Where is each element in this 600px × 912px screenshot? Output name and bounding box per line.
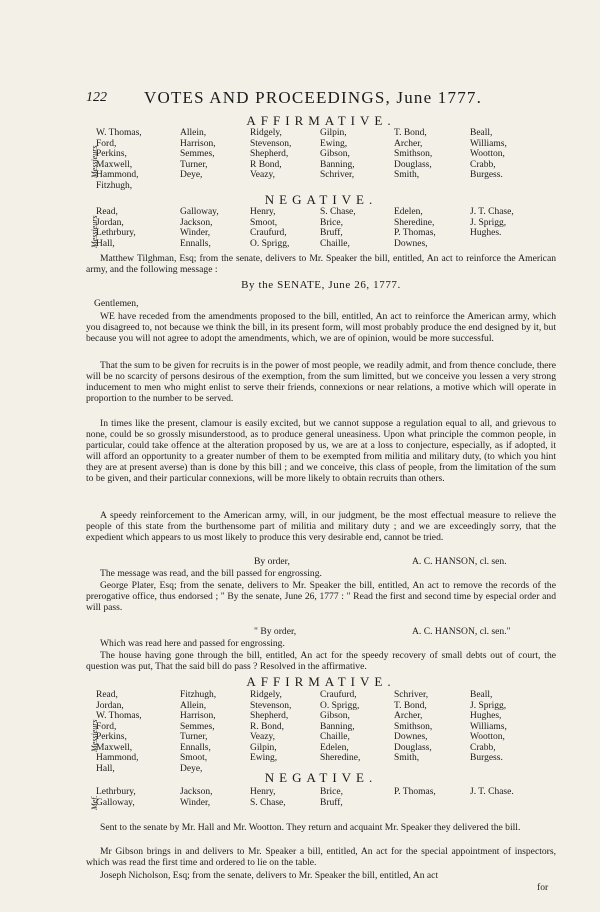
name-column [394, 128, 432, 181]
negative-names-2 [96, 787, 556, 811]
member-name: Winder, [180, 228, 211, 238]
member-name: P. Thomas, [394, 787, 436, 797]
member-name: Jordan, [96, 217, 124, 228]
name-column [180, 690, 216, 774]
member-name: S. Chase, [250, 797, 286, 808]
name-column [96, 207, 136, 249]
member-name: Winder, [180, 797, 211, 808]
name-column [96, 787, 136, 808]
negative-heading-2: NEGATIVE. [264, 770, 378, 785]
paragraph: A speedy reinforcement to the American army, will, in our judgment, be the most effectual measure to relieve the people of this state from the burthensome part of militia and military duty ; and we are exceedingly sorry, that the expedient which appears to us most likely to produce this very desirable end, cannot be tried. [86, 510, 556, 544]
member-name: Perkins, [96, 149, 127, 159]
member-name: Hughes. [470, 228, 502, 238]
member-name: O. Sprigg, [320, 700, 360, 711]
signature: A. C. HANSON, cl. sen." [412, 626, 511, 637]
member-name: Brice, [320, 217, 343, 228]
salutation: Gentlemen, [94, 298, 139, 309]
paragraph: George Plater, Esq; from the senate, delivers to Mr. Speaker the bill, entitled, An act to remove the records of the prerogative office, thus endorsed ; " By the senate, June 26, 1777 : " Read the first and second time by especial order and will pass. [86, 580, 556, 614]
member-name: Veazy, [250, 732, 275, 742]
member-name: Maxwell, [96, 742, 133, 753]
member-name: Stevenson, [250, 700, 292, 711]
member-name: Fitzhugh, [180, 690, 217, 700]
member-name: Gilpin, [250, 742, 277, 753]
member-name: Burgess. [470, 753, 503, 763]
name-column [470, 787, 514, 798]
member-name: Allein, [180, 128, 207, 138]
member-name: Galloway, [96, 797, 135, 808]
member-name: Archer, [394, 711, 423, 721]
member-name: Ridgely, [250, 128, 282, 138]
member-name: P. Thomas, [394, 228, 436, 238]
member-name: Galloway, [180, 207, 219, 217]
member-name: Ewing, [250, 753, 278, 763]
member-name: Douglass, [394, 742, 432, 753]
member-name: Lethrbury, [96, 228, 136, 238]
name-column [96, 690, 142, 774]
name-column [180, 207, 219, 249]
by-order: " By order, [254, 626, 297, 637]
catchword: for [537, 882, 549, 893]
member-name: Shepherd, [250, 149, 289, 159]
member-name: W. Thomas, [96, 128, 142, 138]
member-name: Fitzhugh, [96, 180, 133, 191]
name-column [470, 207, 514, 239]
member-name: Crabb, [470, 742, 496, 753]
page-number: 122 [86, 90, 107, 105]
member-name: Williams, [470, 138, 507, 149]
member-name: Downes, [394, 732, 428, 742]
member-name: Williams, [470, 721, 507, 732]
member-name: Gibson, [320, 149, 350, 159]
member-name: Douglass, [394, 159, 432, 170]
member-name: Lethrbury, [96, 787, 136, 797]
member-name: Ridgely, [250, 690, 282, 700]
member-name: Gibson, [320, 711, 350, 721]
member-name: Jackson, [180, 217, 213, 228]
member-name: Craufurd, [320, 690, 357, 700]
paragraph: The message was read, and the bill passed for engrossing. [100, 568, 322, 579]
member-name: Deye, [180, 763, 203, 774]
member-name: Smoot, [180, 753, 208, 763]
member-name: Brice, [320, 787, 343, 797]
member-name: Henry, [250, 787, 276, 797]
member-name: J. Sprigg, [470, 217, 507, 228]
member-name: J. Sprigg, [470, 700, 507, 711]
member-name: Smoot, [250, 217, 278, 228]
member-name: R. Bond, [250, 721, 285, 732]
messieurs-label: Messieurs [90, 719, 99, 752]
member-name: Chaille, [320, 238, 350, 249]
member-name: Ford, [96, 721, 117, 732]
messieurs-label: Messieurs [90, 215, 99, 248]
negative-heading-1: NEGATIVE. [264, 192, 378, 207]
member-name: Chaille, [320, 732, 350, 742]
member-name: Beall, [470, 128, 493, 138]
member-name: Smithson, [394, 149, 433, 159]
paragraph: That the sum to be given for recruits is in the power of most people, we readily admit, and from thence conclude, there will be no scarcity of persons desirous of the exemption, from the sum limitted, but we conceive you lessen a very strong inducement to men who might enlist to serve their friends, connexions or near relations, a motive which will operate in proportion to the number to be served. [86, 360, 556, 405]
member-name: Turner, [180, 159, 208, 170]
member-name: Downes, [394, 238, 428, 249]
running-header [86, 88, 536, 110]
paragraph: WE have receded from the amendments proposed to the bill, entitled, An act to reinforce the American army, which you disagreed to, not because we think the bill, in its present form, will most probably produce the end designed by it, but because you will not agree to adopt the amendments, which, we are of opinion, would be more successful. [86, 311, 556, 345]
member-name: Hammond, [96, 753, 139, 763]
name-column [250, 128, 291, 181]
member-name: Ennalls, [180, 238, 211, 249]
affirmative-names-2 [96, 690, 556, 778]
paragraph: Mr Gibson brings in and delivers to Mr. Speaker a bill, entitled, An act for the special appointment of inspectors, which was read the first time and ordered to lie on the table. [86, 846, 556, 869]
member-name: W. Thomas, [96, 711, 142, 721]
member-name: Edelen, [320, 742, 349, 753]
member-name: Ennalls, [180, 742, 211, 753]
member-name: Hughes, [470, 711, 502, 721]
member-name: Semmes, [180, 721, 215, 732]
member-name: Bruff, [320, 228, 343, 238]
affirmative-heading-1: AFFIRMATIVE. [246, 113, 396, 128]
member-name: Henry, [250, 207, 276, 217]
paragraph: Which was read here and passed for engrossing. [100, 638, 285, 649]
member-name: Read, [96, 690, 118, 700]
name-column [320, 128, 355, 181]
member-name: Beall, [470, 690, 493, 700]
member-name: Hall, [96, 238, 115, 249]
member-name: Harrison, [180, 138, 216, 149]
member-name: J. T. Chase. [470, 787, 514, 797]
member-name: Jordan, [96, 700, 124, 711]
senate-heading: By the SENATE, June 26, 1777. [241, 279, 401, 291]
member-name: Wootton, [470, 732, 505, 742]
name-column [180, 128, 216, 181]
member-name: Smith, [394, 170, 420, 180]
by-order: By order, [254, 556, 290, 567]
member-name: Shepherd, [250, 711, 289, 721]
member-name: Sheredine, [320, 753, 361, 763]
name-column [320, 207, 356, 249]
affirmative-heading-2: AFFIRMATIVE. [246, 674, 396, 689]
messieurs-label: Mef. [90, 795, 99, 810]
name-column [320, 690, 360, 764]
member-name: Ford, [96, 138, 117, 149]
member-name: Allein, [180, 700, 207, 711]
page-title: VOTES AND PROCEEDINGS, June 1777. [144, 88, 483, 107]
member-name: Read, [96, 207, 118, 217]
member-name: Deye, [180, 170, 203, 180]
member-name: Craufurd, [250, 228, 287, 238]
member-name: T. Bond, [394, 700, 427, 711]
member-name: Harrison, [180, 711, 216, 721]
name-column [96, 128, 142, 191]
member-name: Stevenson, [250, 138, 292, 149]
member-name: Bruff, [320, 797, 343, 808]
name-column [470, 690, 507, 764]
paragraph: Matthew Tilghman, Esq; from the senate, delivers to Mr. Speaker the bill, entitled, An act to reinforce the American army, and the following message : [86, 253, 556, 276]
member-name: Burgess. [470, 170, 503, 180]
member-name: Gilpin, [320, 128, 347, 138]
name-column [250, 207, 289, 249]
messieurs-label: Messieurs [90, 145, 99, 178]
name-column [394, 207, 436, 249]
member-name: Jackson, [180, 787, 213, 797]
member-name: Wootton, [470, 149, 505, 159]
member-name: Smithson, [394, 721, 433, 732]
member-name: Smith, [394, 753, 420, 763]
name-column [394, 690, 432, 764]
name-column [394, 787, 436, 798]
member-name: Hammond, [96, 170, 139, 180]
member-name: J. T. Chase, [470, 207, 514, 217]
member-name: Banning, [320, 721, 355, 732]
paragraph: Sent to the senate by Mr. Hall and Mr. Wootton. They return and acquaint Mr. Speaker they delivered the bill. [100, 822, 521, 833]
member-name: O. Sprigg, [250, 238, 290, 249]
member-name: T. Bond, [394, 128, 427, 138]
negative-names-1 [96, 207, 556, 251]
paragraph: The house having gone through the bill, entitled, An act for the speedy recovery of small debts out of court, the question was put, That the said bill do pass ? Resolved in the affirmative. [86, 650, 556, 673]
member-name: Banning, [320, 159, 355, 170]
name-column [470, 128, 507, 181]
affirmative-names-1 [96, 128, 556, 194]
member-name: S. Chase, [320, 207, 356, 217]
member-name: Hall, [96, 763, 115, 774]
member-name: Perkins, [96, 732, 127, 742]
paragraph: In times like the present, clamour is easily excited, but we cannot suppose a regulation equal to all, and grievous to none, could be so grossly misunderstood, as to produce general uneasiness. Upon what principle the common people, in particular, could take offence at the alteration proposed by us, we are at a loss to conjecture, especially, as if adopted, it will afford an opportunity to a greater number of them to be exempted from militia and military duty, (to which you hint they are at present averse) than is done by this bill ; and we conceive, this class of people, from the limitation of the sum to be given, and their particular connexions, will be more likely to obtain recruits than others. [86, 418, 556, 485]
member-name: Ewing, [320, 138, 348, 149]
member-name: R Bond, [250, 159, 282, 170]
member-name: Crabb, [470, 159, 496, 170]
member-name: Schriver, [320, 170, 355, 180]
member-name: Schriver, [394, 690, 429, 700]
name-column [250, 690, 291, 764]
member-name: Edelen, [394, 207, 423, 217]
member-name: Archer, [394, 138, 423, 149]
name-column [250, 787, 286, 808]
member-name: Turner, [180, 732, 208, 742]
name-column [320, 787, 343, 808]
member-name: Maxwell, [96, 159, 133, 170]
member-name: Veazy, [250, 170, 275, 180]
name-column [180, 787, 212, 808]
member-name: Semmes, [180, 149, 215, 159]
paragraph: Joseph Nicholson, Esq; from the senate, delivers to Mr. Speaker the bill, entitled, An act [100, 870, 439, 881]
signature: A. C. HANSON, cl. sen. [412, 556, 507, 567]
member-name: Sheredine, [394, 217, 435, 228]
